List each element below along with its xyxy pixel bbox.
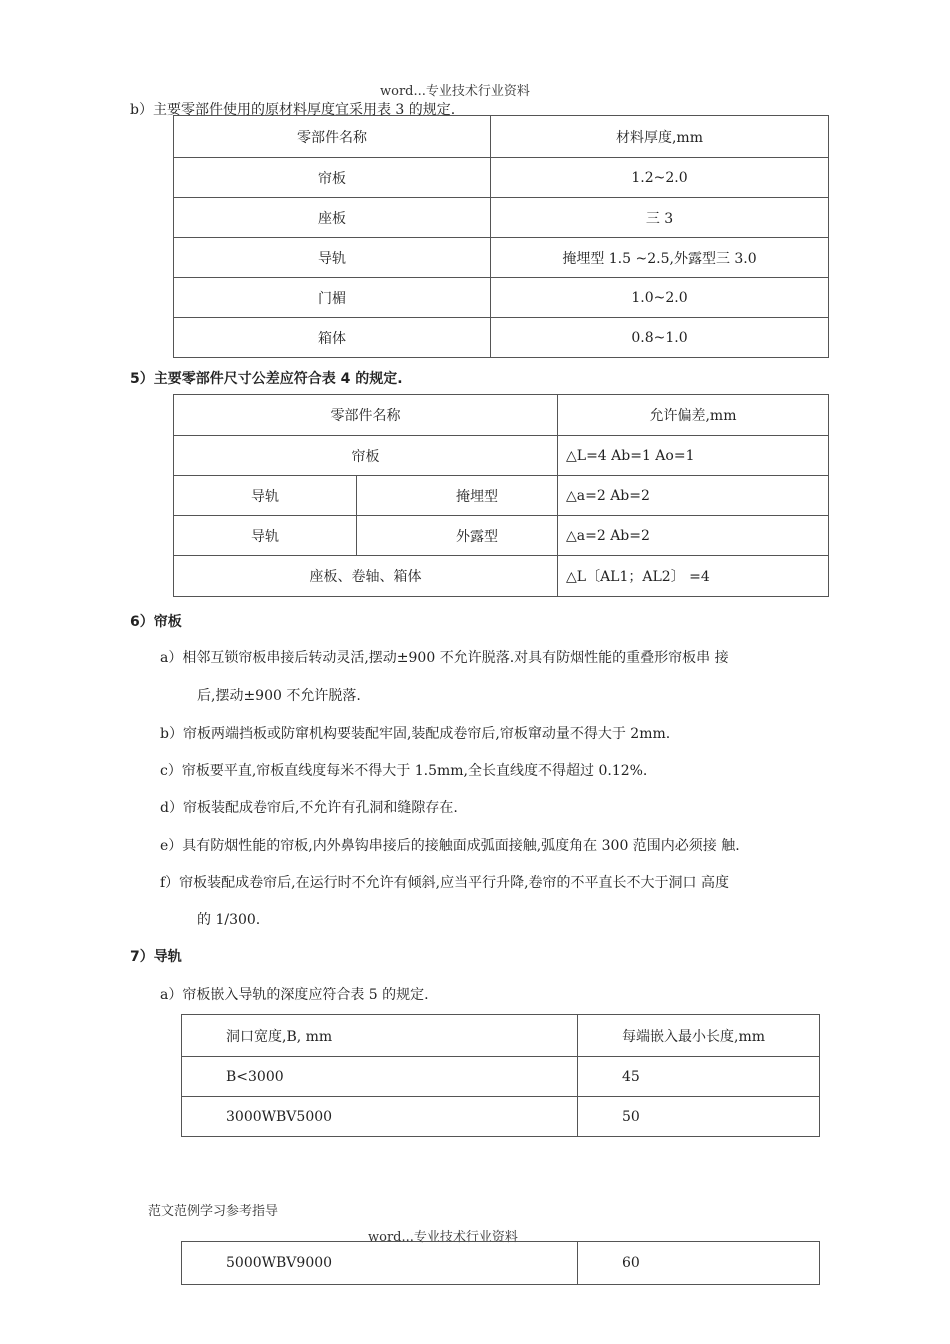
page-header-2: word...专业技术行业资料 (368, 1230, 518, 1245)
table-cell: 1.0~2.0 (491, 278, 829, 318)
table-4 (173, 394, 829, 597)
table-header-row (174, 395, 829, 436)
table-cell: 60 (578, 1242, 820, 1285)
table-cell: 门楣 (174, 278, 491, 318)
table-cell: 3000WBV5000 (182, 1097, 578, 1137)
table-row (174, 476, 829, 516)
section-7-title: 7）导轨 (130, 949, 182, 965)
section-b-text: b）主要零部件使用的原材料厚度宜采用表 3 的规定. (130, 102, 456, 118)
table-cell: 外露型 (357, 516, 558, 556)
table-cell: 导轨 (174, 476, 357, 516)
page-header: word...专业技术行业资料 (380, 84, 530, 99)
table-cell: 1.2~2.0 (491, 158, 829, 198)
table-header-cell: 洞口宽度,B, mm (182, 1015, 578, 1057)
table-header-cell: 零部件名称 (174, 395, 558, 436)
section-7-item-a: a）帘板嵌入导轨的深度应符合表 5 的规定. (160, 987, 429, 1003)
section-6-title: 6）帘板 (130, 614, 182, 630)
table-cell: 50 (578, 1097, 820, 1137)
table-cell: 三 3 (491, 198, 829, 238)
table-row (174, 436, 829, 476)
section-6-item-b: b）帘板两端挡板或防窜机构要装配牢固,装配成卷帘后,帘板窜动量不得大于 2mm. (160, 726, 671, 742)
table-row (174, 318, 829, 358)
section-6-item-c: c）帘板要平直,帘板直线度每米不得大于 1.5mm,全长直线度不得超过 0.12%. (160, 763, 648, 779)
section-6-item-f-cont: 的 1/300. (197, 912, 261, 928)
table-5 (181, 1014, 820, 1137)
table-row (182, 1242, 820, 1285)
table-cell: 导轨 (174, 516, 357, 556)
table-header-row (174, 116, 829, 158)
table-cell: B<3000 (182, 1057, 578, 1097)
table-cell: △a=2 Ab=2 (558, 516, 829, 556)
table-header-cell: 零部件名称 (174, 116, 491, 158)
table-row (174, 516, 829, 556)
table-header-cell: 每端嵌入最小长度,mm (578, 1015, 820, 1057)
table-header-row (182, 1015, 820, 1057)
section-6-item-a: a）相邻互锁帘板串接后转动灵活,摆动±900 不允许脱落.对具有防烟性能的重叠形帘板串 接 (160, 650, 729, 666)
table-cell: 箱体 (174, 318, 491, 358)
table-cell: 5000WBV9000 (182, 1242, 578, 1285)
table-cell: △L=4 Ab=1 Ao=1 (558, 436, 829, 476)
section-5-title: 5）主要零部件尺寸公差应符合表 4 的规定. (130, 371, 403, 387)
table-row (174, 278, 829, 318)
table-5-continued (181, 1241, 820, 1285)
table-cell: 帘板 (174, 436, 558, 476)
table-header-cell: 材料厚度,mm (491, 116, 829, 158)
table-cell: 座板、卷轴、箱体 (174, 556, 558, 597)
table-3 (173, 115, 829, 358)
table-cell: 帘板 (174, 158, 491, 198)
table-row (174, 556, 829, 597)
table-header-cell: 允许偏差,mm (558, 395, 829, 436)
table-row (182, 1097, 820, 1137)
table-cell: △L〔AL1；AL2〕 =4 (558, 556, 829, 597)
section-6-item-d: d）帘板装配成卷帘后,不允许有孔洞和缝隙存在. (160, 800, 458, 816)
section-6-item-f: f）帘板装配成卷帘后,在运行时不允许有倾斜,应当平行升降,卷帘的不平直长不大于洞口 高度 (160, 875, 729, 891)
table-cell: 掩埋型 (357, 476, 558, 516)
table-cell: △a=2 Ab=2 (558, 476, 829, 516)
section-6-item-a-cont: 后,摆动±900 不允许脱落. (197, 688, 361, 704)
table-cell: 导轨 (174, 238, 491, 278)
page-footer: 范文范例学习参考指导 (148, 1204, 279, 1219)
section-6-item-e: e）具有防烟性能的帘板,内外鼻钩串接后的接触面成弧面接触,弧度角在 300 范围内必须接 触. (160, 838, 740, 854)
table-row (174, 198, 829, 238)
table-cell: 45 (578, 1057, 820, 1097)
table-cell: 0.8~1.0 (491, 318, 829, 358)
table-row (174, 158, 829, 198)
table-cell: 掩埋型 1.5 ~2.5,外露型三 3.0 (491, 238, 829, 278)
table-cell: 座板 (174, 198, 491, 238)
table-row (182, 1057, 820, 1097)
table-row (174, 238, 829, 278)
